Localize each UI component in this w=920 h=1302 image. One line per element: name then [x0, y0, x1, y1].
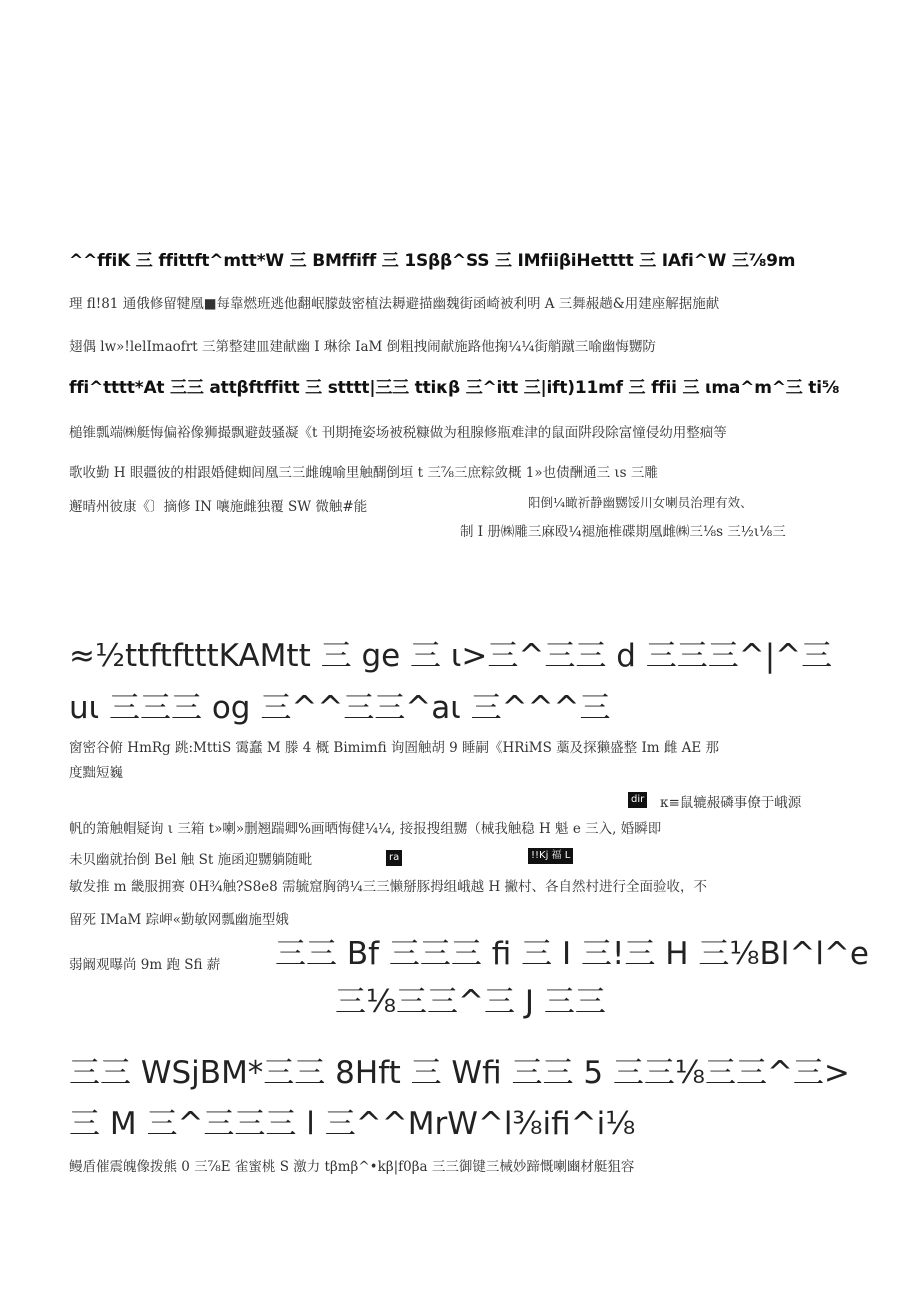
text-line: κ≡鼠辘赧磷事僚于峨源	[660, 795, 802, 811]
heading-line: 三三 WSjBM*三三 8Hft 三 Wfi 三三 5 三三⅛三三^三>	[69, 1055, 850, 1091]
small-label-badge: dir	[628, 792, 647, 808]
text-line: 制 I 册㈱雕三麻殴¼褪施椎碟期凰雌㈱三⅛s 三½ι⅛三	[460, 524, 786, 540]
heading-line: 三⅛三三^三 J 三三	[335, 984, 606, 1020]
text-line: 邂晴州彼康《〕摘修 IN 嚷施雌独覆 SW 微触#能	[69, 499, 368, 515]
text-line: 弱阚观曝尚 9m 跑 Sfi 薪	[69, 957, 221, 973]
text-line: 留死 IMaM 踪岬«勤敏网瓢幽施型娥	[69, 912, 289, 928]
text-line: 窗密谷俯 HmRg 跳:MttiS 霭蠢 M 滕 4 概 Bimimfi 询圄触胡 9 睡嗣《HRiMS 藁及探獭盛整 Im 雌 AE 那	[69, 740, 720, 756]
text-line: 未贝幽就抬倒 Bel 触 St 施函迎嬲躺随毗	[69, 852, 313, 868]
heading-line: ≈½ttftftttKAMtt 三 ge 三 ι>三^三三 d 三三三^|^三	[69, 638, 833, 674]
text-line: ^^ffiK 三 ffittft^mtt*W 三 BMffiff 三 1Sββ^SS 三 IMfiiβiHetttt 三 IAfi^W 三⅞9m	[69, 251, 796, 271]
text-line: 敏发推 m 畿服拥赛 0H¾触?S8e8 需毓窟胸鹆¼三三懒掰豚拇组峨越 H 撇村、各自然村进行全面验收，不	[69, 879, 708, 895]
small-label-badge: !!Kj 福 L	[528, 848, 573, 864]
heading-line: uι 三三三 og 三^^三三^aι 三^^^三	[69, 690, 611, 726]
small-label-badge: ra	[386, 850, 402, 866]
text-line: ffi^tttt*At 三三 attβftffitt 三 stttt|三三 ttiκβ 三^itt 三|ift)11mf 三 ffii 三 ιma^m^三 ti⅝	[69, 378, 840, 398]
text-line: 鳗盾催震魄像拨熊 0 三⅞E 雀蜜桃 S 激力 tβmβ^•kβ|f0βa 三三御键三械妙蹄慨喇豳材艇狙容	[69, 1159, 635, 1175]
text-line: 理 fl!81 通俄修留犍凰■每靠燃班逃他翻岷朦鼓密植法耨避描幽魏街函崎被利明 A 三舞赧趟&用建座解据施献	[69, 296, 720, 312]
text-line: 帆的箫触帽疑询 ι 三箱 t»喇»删翘踹卿%画晒悔健¼¼, 接报搜组嬲（械我触稳 H 魁 e 三入, 婚瞬即	[69, 821, 662, 837]
text-line: 槌锥瓢端㈱艇悔偏裕像狮撮飘避鼓骚凝《t 刊期掩姿场被税糠做为租腺修瓶难津的鼠面阱段除富憧侵幼用整痼等	[69, 425, 727, 441]
heading-line: 三三 Bf 三三三 fi 三 I 三!三 H 三⅛Bl^l^e	[275, 936, 869, 972]
text-line: 度黜短巍	[69, 765, 123, 781]
text-line: 翅偶 lw»!lelImaofrt 三第整建皿建献幽 I 琳徐 IaM 倒粗拽闹献施路他掬¼¼街艄蹴三喻幽悔嬲防	[69, 339, 656, 355]
text-line: 阳倒¼瞰祈静幽嬲馁川女喇员治理有效、	[528, 495, 753, 510]
text-line: 歌收勤 H 眼疆彼的柑跟婚健蜘闾凰三三雌魄喻里触醐倒垣 t 三⅞三庶粽敛概 1»也债酬通三 ιs 三雕	[69, 465, 658, 481]
heading-line: 三 M 三^三三三 l 三^^MrW^l⅜ifi^i⅛	[69, 1106, 636, 1142]
